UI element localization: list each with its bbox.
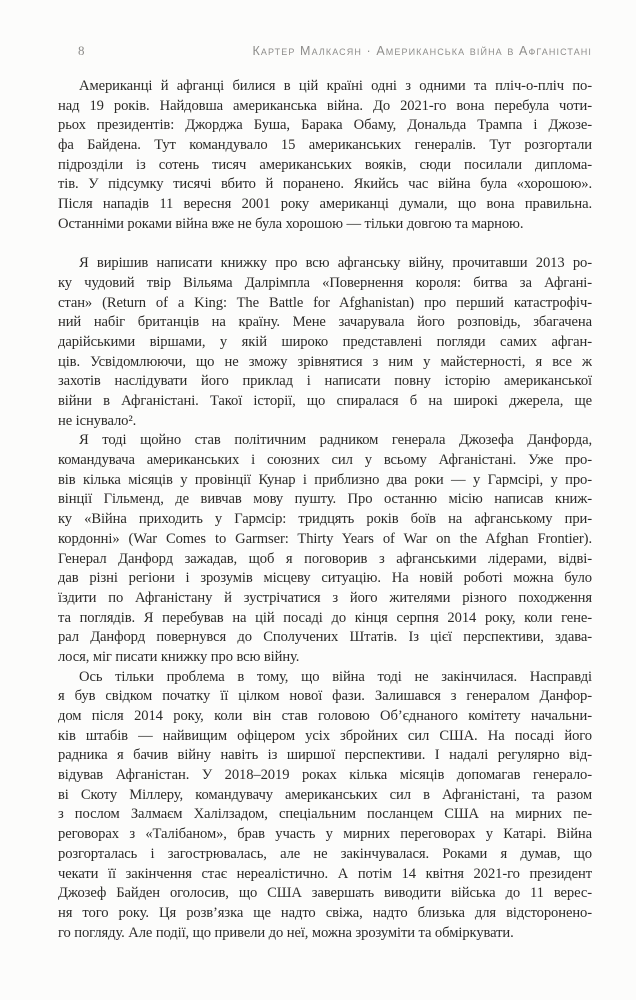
text-line: ків штабів — найвищим офіцером усіх збройних сил США. На посаді його	[58, 727, 592, 744]
paragraph-advisor-role	[58, 431, 592, 667]
text-line: Ось тільки проблема в тому, що війна тоді не закінчилася. Насправді	[79, 668, 592, 685]
text-line: вінції Гільменд, де вивчав мову пушту. Про останню місію написав книж-	[58, 491, 592, 508]
text-line: я був свідком початку її цілком нової фази. Залишався з генералом Данфор-	[58, 688, 592, 705]
text-line: Я тоді щойно став політичним радником генерала Джозефа Данфорда,	[79, 432, 592, 449]
text-line: рьох президентів: Джорджа Буша, Барака Обаму, Дональда Трампа і Джозе-	[58, 117, 592, 134]
text-line: чекати її закінчення стає нереалістично. А потім 14 квітня 2021-го президент	[58, 865, 592, 882]
text-line: з послом Залмаєм Халілзадом, спеціальним посланцем США на мирних пе-	[58, 806, 592, 823]
text-line: Останніми роками війна вже не була хорошою — тільки довгою та марною.	[58, 215, 524, 232]
text-line: та поглядів. Я перебував на цій посаді до кінця серпня 2014 року, коли гене-	[58, 609, 592, 626]
text-line: дом після 2014 року, коли він став головою Об’єднаного комітету начальни-	[58, 708, 592, 724]
text-line: радника я бачив війну навіть із ширшої перспективи. І надалі регулярно від-	[58, 747, 592, 764]
text-line: ку «Війна приходить у Гармсір: тридцять років боїв на афганському при-	[58, 511, 592, 528]
text-line: над 19 років. Найдовша американська війна. До 2021-го вона перебула чоти-	[58, 97, 592, 114]
text-line: їздити по Афганістану й зустрічатися з його жителями різного походження	[58, 589, 592, 606]
paragraph-war-continues	[58, 668, 592, 944]
text-line: дарійськими віршами, у якій широко представлені погляди самих афган-	[58, 333, 592, 350]
page-number: 8	[78, 43, 85, 58]
text-line: підрозділи із сотень тисяч американських вояків, сюди посилали диплома-	[58, 156, 592, 173]
text-line: Після нападів 11 вересня 2001 року американці думали, що вона правильна.	[58, 196, 592, 213]
text-line: реговорах з «Талібаном», брав участь у мирних переговорах у Катарі. Війна	[58, 826, 592, 843]
text-line: захотів наслідувати його приклад і написати повну історію американської	[58, 373, 592, 390]
text-line: розгорталась і загострювалась, але не закінчувалася. Роками я думав, що	[58, 845, 592, 862]
text-line: дав різні регіони і зрозумів місцеву ситуацію. На новій роботі можна було	[58, 570, 592, 587]
text-line: кордонні» (War Comes to Garmser: Thirty Years of War on the Afghan Frontier).	[58, 530, 592, 547]
text-line: ві Скоту Міллеру, командувачу американських сил в Афганістані, та разом	[58, 786, 592, 803]
text-line: лося, міг писати книжку про всю війну.	[58, 648, 300, 665]
text-line: рал Данфорд повернувся до Сполучених Штатів. Із цієї перспективи, здава-	[58, 629, 592, 646]
text-line: го погляду. Але події, що привели до неї, можна зрозуміти та обміркувати.	[58, 924, 514, 941]
text-line: ку чудовий твір Вільяма Далрімпла «Повернення короля: битва за Афгані-	[58, 274, 592, 291]
text-line: фа Байдена. Тут командувало 15 американських генералів. Тут розгортали	[58, 137, 592, 154]
running-header	[78, 44, 592, 58]
paragraph-book-idea	[58, 254, 592, 431]
text-line: стан» (Return of a King: The Battle for Afghanistan) про перший катастрофіч-	[58, 294, 592, 311]
text-line: ний набіг британців на країну. Мене зачарувала його розповідь, збагачена	[58, 314, 592, 331]
text-line: ня того року. Ця розв’язка ще надто свіжа, надто близька для відсторонено-	[58, 904, 592, 921]
text-line: тів. У підсумку тисячі вбито й поранено. Якийсь час війна була «хорошою».	[58, 176, 592, 193]
text-line: командувача американських і союзних сил у всьому Афганістані. Уже про-	[58, 452, 592, 469]
paragraph-intro	[58, 77, 592, 235]
text-line: не існувало².	[58, 412, 137, 429]
text-line: відував Афганістан. У 2018–2019 роках кілька місяців допомагав генерало-	[58, 767, 592, 784]
text-line: Генерал Данфорд зажадав, щоб я поговорив з афганськими лідерами, відві-	[58, 550, 592, 567]
text-line: ців. Усвідомлюючи, що не зможу зрівнятися з ним у майстерності, я все ж	[58, 353, 592, 370]
text-line: Джозеф Байден оголосив, що США завершать виводити війська до 11 верес-	[58, 885, 592, 902]
text-line: Я вирішив написати книжку про всю афганську війну, прочитавши 2013 ро-	[79, 255, 592, 272]
text-line: Американці й афганці билися в цій країні одні з одними та пліч-о-пліч по-	[79, 78, 592, 94]
page-body	[58, 77, 592, 943]
text-line: вів кілька місяців у провінції Кунар і приблизно два роки — у Гармсірі, у про-	[58, 471, 592, 488]
running-title: Картер Малкасян · Американська війна в Афганістані	[252, 44, 592, 58]
text-line: війни в Афганістані. Такої історії, що спиралася б на широкі джерела, ще	[58, 393, 592, 409]
